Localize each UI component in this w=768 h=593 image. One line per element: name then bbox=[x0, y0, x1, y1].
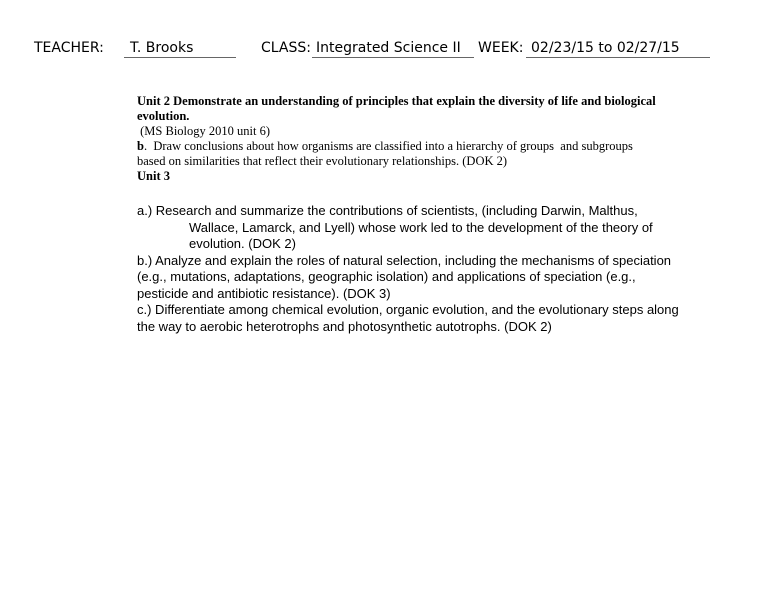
unit3-objective-a-line3: evolution. (DOK 2) bbox=[189, 236, 296, 251]
unit2-objective-b-line1 bbox=[137, 139, 727, 154]
unit3-objective-b-line1: b.) Analyze and explain the roles of natural selection, including the mechanisms of speciation bbox=[137, 252, 672, 268]
teacher-value: T. Brooks bbox=[130, 40, 194, 56]
class-value: Integrated Science II bbox=[316, 40, 461, 56]
unit2-heading-line2: evolution. bbox=[137, 109, 190, 123]
class-label: CLASS: bbox=[261, 40, 311, 56]
unit3-objective-b-line3: pesticide and antibiotic resistance). (DOK 3) bbox=[137, 285, 391, 301]
teacher-underline bbox=[124, 57, 236, 58]
unit3-objective-c-line1: c.) Differentiate among chemical evolution, organic evolution, and the evolutionary steps along bbox=[137, 302, 679, 317]
unit3-objective-a-line2: Wallace, Lamarck, and Lyell) whose work led to the development of the theory of bbox=[189, 219, 653, 235]
unit3-objective-c-line2: the way to aerobic heterotrophs and photosynthetic autotrophs. (DOK 2) bbox=[137, 318, 552, 334]
unit3-objectives bbox=[137, 203, 727, 335]
unit2-section bbox=[137, 94, 727, 184]
unit2-objective-b-letter: b bbox=[137, 139, 144, 153]
class-underline bbox=[312, 57, 474, 58]
unit3-heading: Unit 3 bbox=[137, 169, 170, 183]
unit2-reference: (MS Biology 2010 unit 6) bbox=[137, 124, 270, 138]
teacher-label: TEACHER: bbox=[34, 40, 104, 56]
unit2-heading-line1: Unit 2 Demonstrate an understanding of principles that explain the diversity of life and biological bbox=[137, 94, 656, 108]
unit2-objective-b-text: . Draw conclusions about how organisms are classified into a hierarchy of groups and subgroups bbox=[143, 139, 633, 153]
unit2-objective-b-line2: based on similarities that reflect their evolutionary relationships. (DOK 2) bbox=[137, 154, 508, 168]
week-value: 02/23/15 to 02/27/15 bbox=[531, 40, 680, 56]
unit3-objective-b-line2: (e.g., mutations, adaptations, geographic isolation) and applications of speciation (e.g., bbox=[137, 269, 636, 284]
week-underline bbox=[526, 57, 710, 58]
week-label: WEEK: bbox=[478, 40, 524, 56]
unit3-objective-a-line1: a.) Research and summarize the contributions of scientists, (including Darwin, Malthus, bbox=[137, 203, 638, 218]
